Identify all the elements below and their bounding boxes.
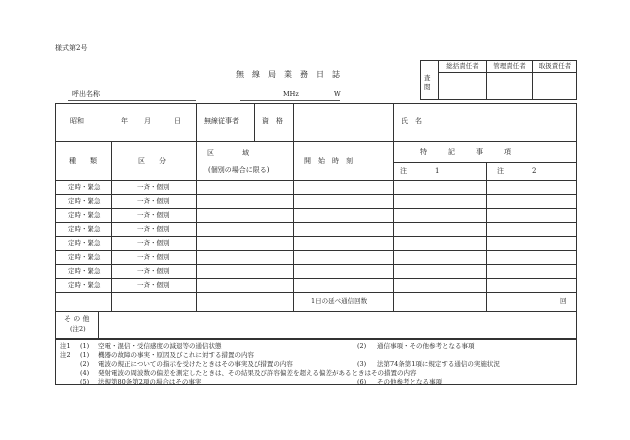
footnote-item: (5): [80, 378, 90, 386]
officer-manager: 管理責任者: [493, 62, 526, 70]
footnote-text: 機器の故障の事実・原因及びこれに対する措置の内容: [98, 351, 254, 359]
footnote-text: その他参考となる事項: [377, 378, 442, 386]
freq-unit: MHz: [283, 90, 299, 98]
inspection-label: 査閲: [424, 74, 431, 91]
name-label: 氏 名: [401, 117, 422, 125]
daily-total-label: 1日の延べ通信回数: [311, 297, 368, 305]
row-division: 一斉・個別: [137, 197, 170, 205]
footnote-item: (6): [357, 378, 367, 386]
row-kind: 定時・緊急: [68, 197, 101, 205]
row-kind: 定時・緊急: [68, 211, 101, 219]
footnote-text: 発射電波の周波数の偏差を測定したときは、その結果及び許容偏差を超える偏差があるときはその措置の内容: [98, 369, 417, 377]
row-division: 一斉・個別: [137, 225, 170, 233]
row-kind: 定時・緊急: [68, 239, 101, 247]
col-note-2: 注 2: [497, 167, 537, 175]
footnote-item: (4): [80, 369, 90, 377]
other-note: (注2): [70, 325, 86, 333]
row-division: 一斉・個別: [137, 239, 170, 247]
form-number: 様式第2号: [55, 44, 88, 52]
col-start-time: 開 始 時 刻: [304, 157, 353, 165]
col-area: 区 域: [207, 149, 249, 157]
year-label: 年: [121, 117, 128, 125]
officer-general: 総括責任者: [446, 62, 479, 70]
other-label: そ の 他: [64, 315, 90, 323]
row-division: 一斉・個別: [137, 253, 170, 261]
month-label: 月: [144, 117, 151, 125]
footnote-item: (1): [80, 351, 90, 359]
footnote-text: 空電・混信・受信感度の減退等の通信状態: [98, 342, 222, 350]
page-title: 無 線 局 業 務 日 誌: [236, 70, 340, 79]
footnote-item: (3): [357, 360, 367, 368]
col-area-note: (個別の場合に限る): [208, 166, 270, 174]
row-division: 一斉・個別: [137, 211, 170, 219]
officer-handler: 取扱責任者: [538, 62, 572, 70]
operator-label: 無線従事者: [204, 117, 239, 125]
row-kind: 定時・緊急: [68, 281, 101, 289]
footnote-text: 通信事項・その他参考となる事項: [377, 342, 475, 350]
footnote-text: 法第74条第1項に規定する通信の実施状況: [377, 360, 500, 368]
footnote-text: 電波の規正についての指示を受けたときはその事実及び措置の内容: [98, 360, 293, 368]
col-note-1: 注 1: [400, 167, 440, 175]
footnote-item: (2): [80, 360, 90, 368]
row-division: 一斉・個別: [137, 281, 170, 289]
callsign-underline: [68, 100, 196, 101]
col-division: 区 分: [138, 157, 166, 165]
row-kind: 定時・緊急: [68, 253, 101, 261]
footnote-2-prefix: 注2: [60, 351, 71, 359]
footnote-item: (1): [80, 342, 90, 350]
daily-total-unit: 回: [560, 297, 567, 305]
power-unit: W: [334, 90, 341, 98]
era-label: 昭和: [70, 117, 84, 125]
qualification-label: 資 格: [262, 117, 283, 125]
row-division: 一斉・個別: [137, 267, 170, 275]
callsign-label: 呼出名称: [72, 90, 100, 98]
row-division: 一斉・個別: [137, 183, 170, 191]
row-kind: 定時・緊急: [68, 183, 101, 191]
col-kind: 種 類: [69, 157, 97, 165]
footnote-1-prefix: 注1: [60, 342, 71, 350]
footnote-text: 法規第80条第2項の場合はその事実: [98, 378, 202, 386]
row-kind: 定時・緊急: [68, 267, 101, 275]
footnote-item: (2): [357, 342, 367, 350]
col-special-notes: 特 記 事 項: [420, 148, 511, 156]
freq-underline: [240, 100, 340, 101]
row-kind: 定時・緊急: [68, 225, 101, 233]
day-label: 日: [174, 117, 181, 125]
